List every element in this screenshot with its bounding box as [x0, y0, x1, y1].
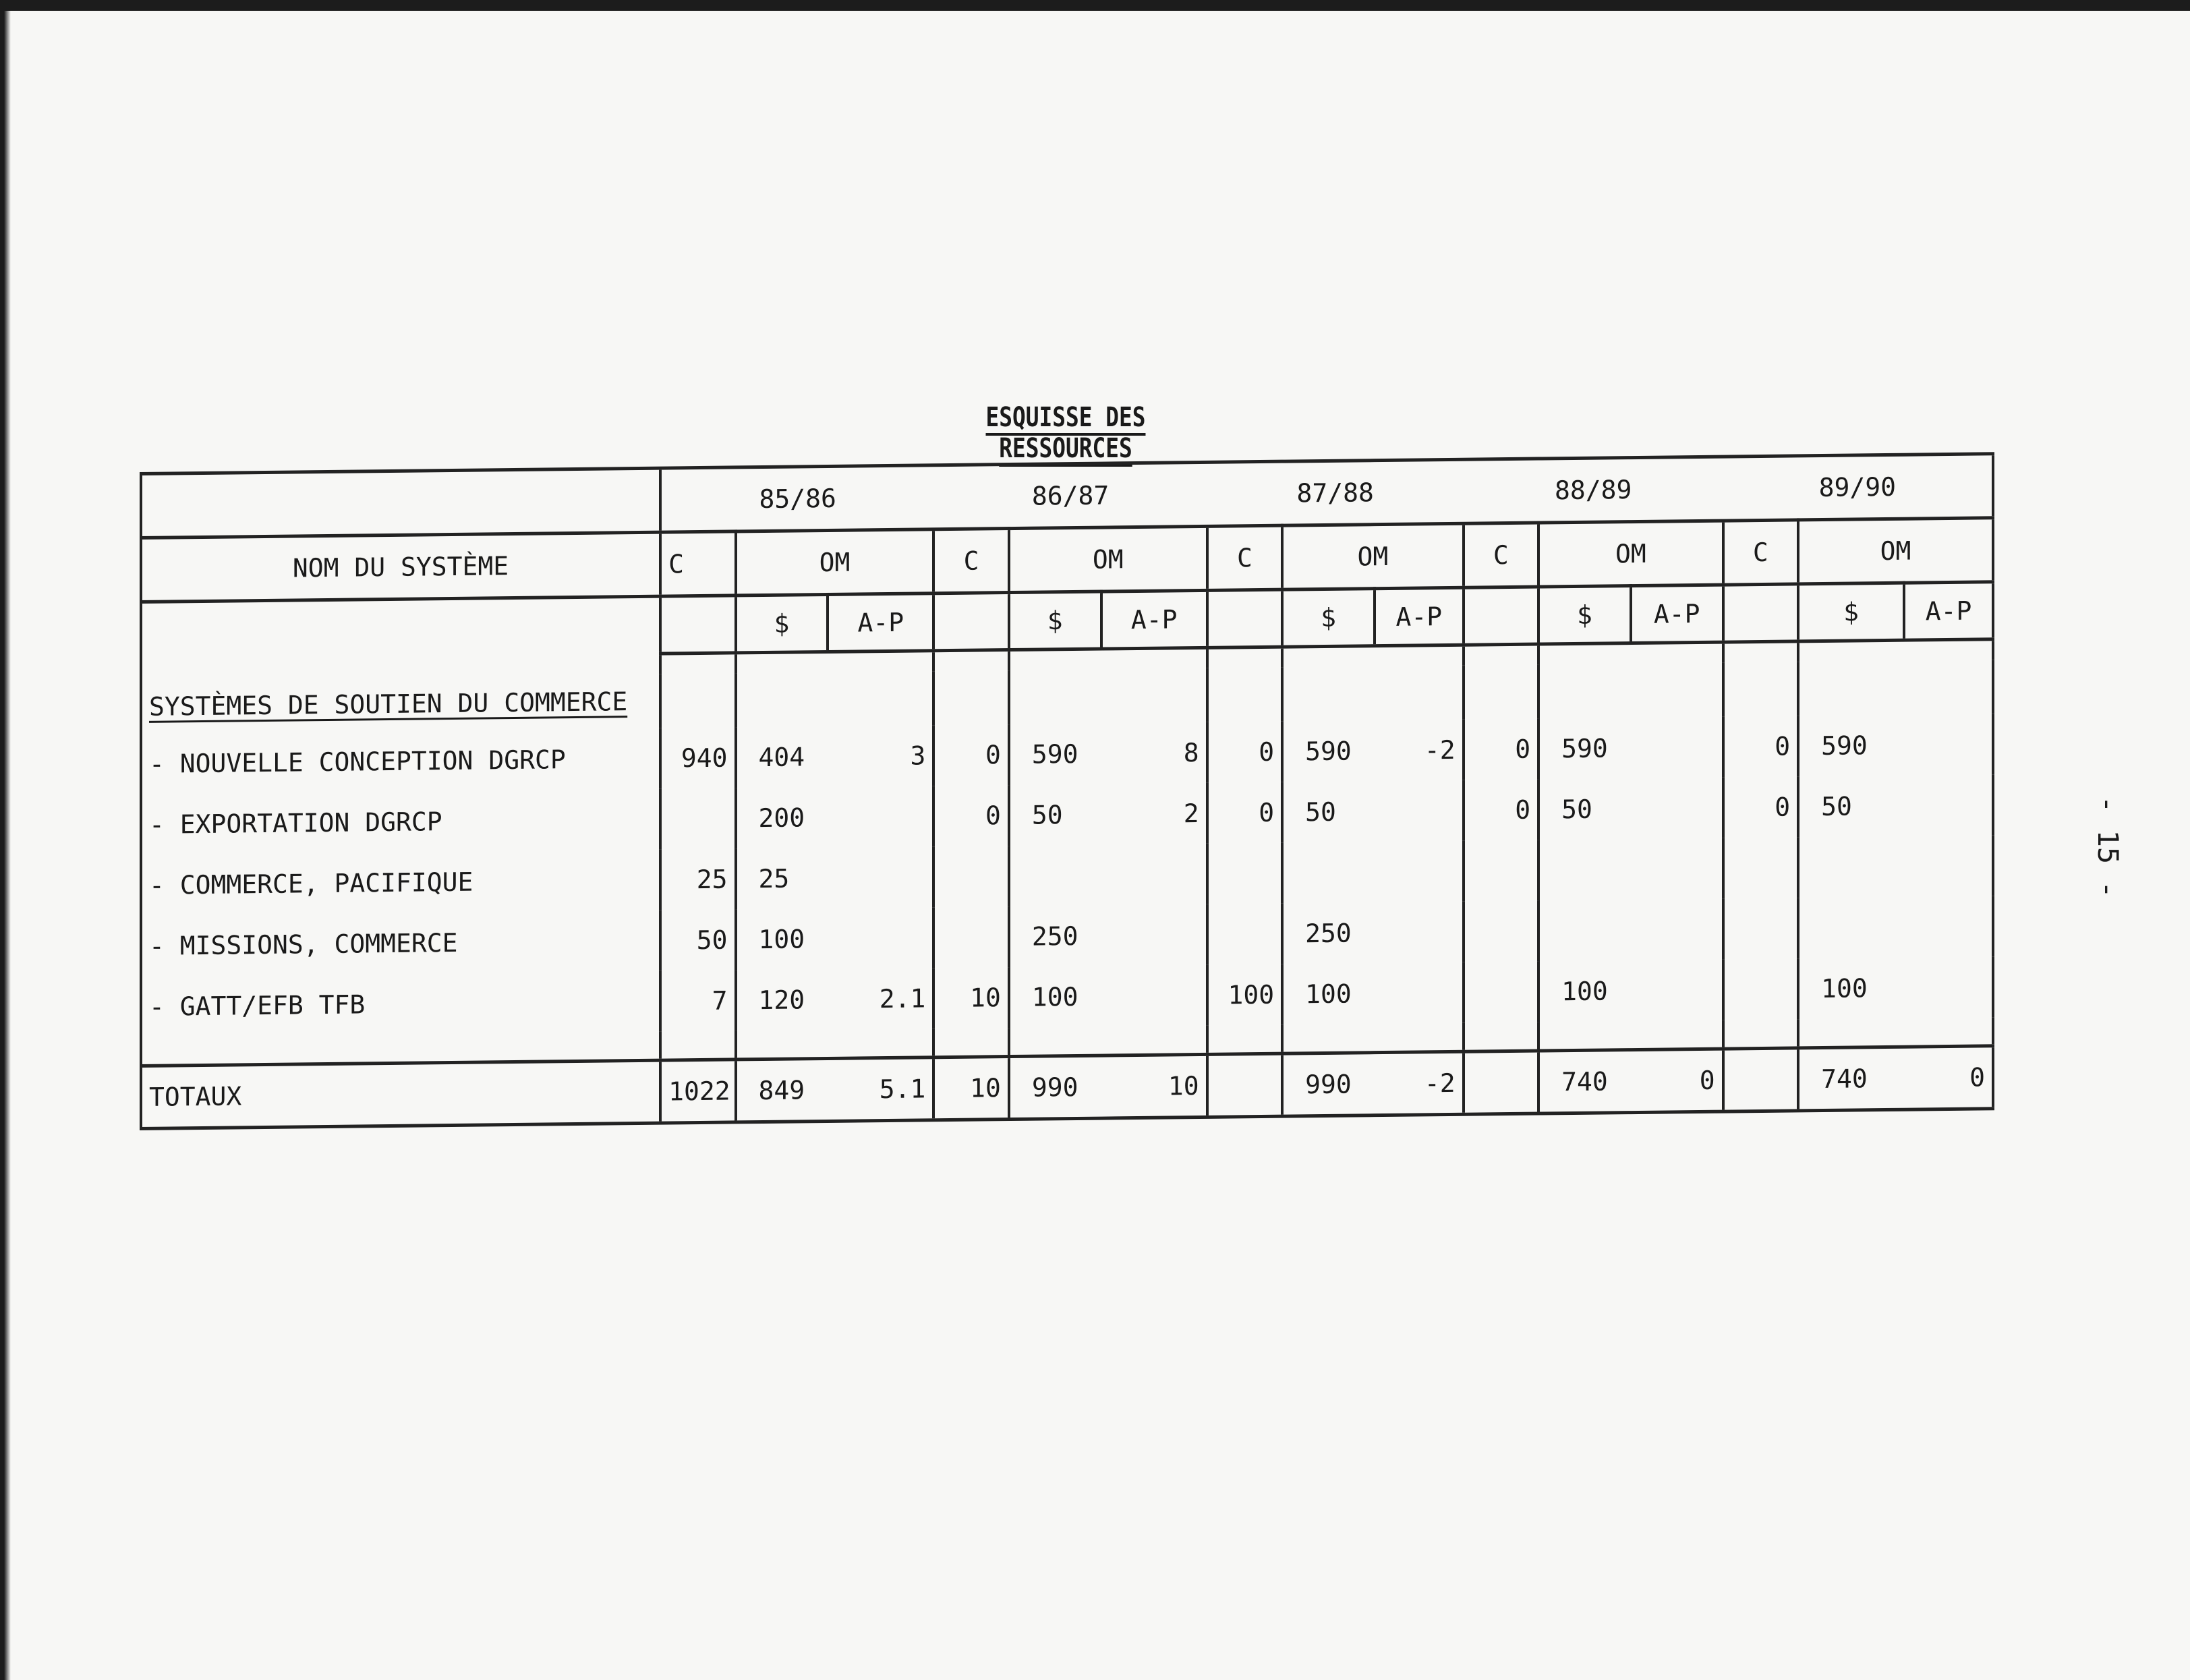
header-om-89-90: OM	[1798, 518, 1993, 584]
cell-c: 940	[660, 727, 735, 788]
cell-c: 25	[660, 848, 735, 910]
cell-ap	[1904, 956, 1993, 1018]
cell-ap	[828, 846, 933, 908]
cell-dollar: 200	[736, 787, 828, 848]
system-name-header: NOM DU SYSTÈME	[141, 532, 660, 602]
sub-header-dollar-89-90: $	[1798, 583, 1904, 641]
cell-c: 100	[1207, 964, 1282, 1026]
total-ap: 0	[1904, 1046, 1993, 1109]
cell-ap	[1904, 896, 1993, 957]
year-header-86-87: 86/87	[933, 462, 1207, 529]
total-ap: 0	[1631, 1049, 1723, 1112]
cell-c: 0	[1464, 780, 1538, 841]
cell-ap	[1101, 904, 1207, 966]
cell-dollar: 404	[736, 726, 828, 788]
cell-dollar: 100	[1798, 958, 1904, 1020]
cell-dollar: 590	[1798, 715, 1904, 777]
cell-dollar: 100	[1282, 963, 1375, 1024]
header-om-86-87: OM	[1009, 526, 1207, 592]
header-om-87-88: OM	[1282, 523, 1464, 589]
cell-ap	[1375, 902, 1464, 963]
header-om-88-89: OM	[1538, 521, 1723, 587]
cell-ap	[1101, 965, 1207, 1027]
cell-ap	[1904, 714, 1993, 775]
page-number: - 15 -	[2092, 796, 2125, 898]
cell-dollar: 590	[1538, 718, 1631, 779]
total-dollar: 740	[1538, 1050, 1631, 1113]
total-c: 1022	[660, 1060, 735, 1123]
total-dollar: 849	[736, 1058, 828, 1122]
row-label: - COMMERCE, PACIFIQUE	[141, 850, 660, 916]
cell-c	[1464, 962, 1538, 1023]
sub-header-c-blank-87-88	[1207, 589, 1282, 647]
total-c	[1723, 1048, 1798, 1111]
total-ap: 10	[1101, 1054, 1207, 1118]
cell-dollar: 100	[1538, 960, 1631, 1022]
total-ap: 5.1	[828, 1058, 933, 1122]
total-c: 10	[933, 1057, 1008, 1120]
sub-header-c-blank-89-90	[1723, 584, 1798, 642]
cell-dollar	[1538, 839, 1631, 900]
cell-dollar: 100	[1009, 966, 1101, 1028]
cell-ap: 3	[828, 725, 933, 787]
header-c-89-90: C	[1723, 520, 1798, 585]
header-c-87-88: C	[1207, 525, 1282, 590]
sub-header-ap-87-88: A-P	[1375, 587, 1464, 645]
cell-ap	[1904, 774, 1993, 836]
cell-ap	[1101, 844, 1207, 906]
cell-ap	[1375, 962, 1464, 1024]
cell-ap: 2.1	[828, 968, 933, 1030]
scan-edge-left	[0, 0, 11, 1680]
cell-ap	[1631, 960, 1723, 1021]
cell-dollar: 50	[1798, 776, 1904, 838]
resource-table	[140, 452, 1994, 1130]
cell-c: 0	[933, 785, 1008, 846]
cell-ap: -2	[1375, 720, 1464, 781]
sub-header-c-blank-85-86	[660, 596, 735, 654]
cell-c	[1723, 837, 1798, 898]
header-c-86-87: C	[933, 529, 1008, 593]
resource-table-wrapper	[140, 452, 1994, 1147]
header-c-88-89: C	[1464, 523, 1538, 587]
row-label: - EXPORTATION DGRCP	[141, 789, 660, 855]
row-label: - NOUVELLE CONCEPTION DGRCP	[141, 728, 660, 794]
cell-c: 0	[1723, 776, 1798, 838]
row-label: - GATT/EFB TFB	[141, 971, 660, 1037]
section-label: SYSTÈMES DE SOUTIEN DU COMMERCE	[149, 687, 628, 722]
cell-ap	[1375, 841, 1464, 902]
year-corner-cell	[141, 468, 660, 538]
cell-c	[1723, 958, 1798, 1020]
cell-ap	[1904, 835, 1993, 896]
cell-c	[1464, 840, 1538, 902]
cell-c: 0	[933, 724, 1008, 786]
section-label-cell	[141, 674, 660, 734]
sub-header-dollar-87-88: $	[1282, 589, 1375, 647]
sub-header-dollar-88-89: $	[1538, 586, 1631, 644]
total-c	[1207, 1053, 1282, 1117]
cell-dollar	[1538, 900, 1631, 961]
cell-ap	[828, 786, 933, 848]
cell-dollar	[1798, 836, 1904, 898]
cell-c	[933, 846, 1008, 907]
sub-header-ap-85-86: A-P	[828, 593, 933, 652]
cell-dollar: 25	[736, 848, 828, 909]
year-header-87-88: 87/88	[1207, 459, 1464, 526]
year-header-88-89: 88/89	[1464, 457, 1723, 523]
sub-header-c-blank-88-89	[1464, 587, 1538, 645]
sub-header-ap-89-90: A-P	[1904, 582, 1993, 640]
cell-dollar	[1282, 842, 1375, 903]
total-ap: -2	[1375, 1051, 1464, 1115]
cell-c: 10	[933, 967, 1008, 1029]
cell-c	[1723, 898, 1798, 959]
cell-c	[1207, 843, 1282, 904]
cell-ap: 2	[1101, 783, 1207, 845]
cell-dollar	[1798, 897, 1904, 959]
row-label: - MISSIONS, COMMERCE	[141, 910, 660, 977]
header-om-85-86: OM	[736, 529, 934, 596]
sub-header-ap-86-87: A-P	[1101, 590, 1207, 649]
cell-dollar: 590	[1282, 720, 1375, 782]
cell-ap	[1375, 780, 1464, 842]
sub-header-dollar-85-86: $	[736, 594, 828, 652]
cell-dollar: 100	[736, 908, 828, 970]
sub-header-c-blank-86-87	[933, 593, 1008, 651]
cell-c: 0	[1207, 782, 1282, 844]
cell-c: 0	[1723, 716, 1798, 777]
cell-dollar: 120	[736, 969, 828, 1031]
cell-dollar: 50	[1538, 778, 1631, 840]
year-header-85-86: 85/86	[660, 465, 933, 532]
cell-c	[660, 788, 735, 849]
cell-c	[1464, 901, 1538, 962]
cell-ap	[828, 907, 933, 969]
cell-dollar	[1009, 845, 1101, 906]
total-dollar: 740	[1798, 1047, 1904, 1111]
sub-header-blank	[141, 596, 660, 659]
cell-c: 50	[660, 909, 735, 971]
cell-dollar: 250	[1009, 906, 1101, 967]
sub-header-dollar-86-87: $	[1009, 591, 1101, 649]
cell-ap	[1631, 717, 1723, 778]
cell-c: 7	[660, 970, 735, 1031]
cell-c	[933, 906, 1008, 968]
cell-c: 0	[1464, 719, 1538, 780]
cell-ap	[1631, 838, 1723, 900]
document-title: ESQUISSE DES RESSOURCES	[985, 402, 1146, 464]
cell-dollar: 250	[1282, 902, 1375, 964]
total-dollar: 990	[1009, 1055, 1101, 1119]
cell-c	[1207, 904, 1282, 965]
totals-label: TOTAUX	[141, 1060, 660, 1128]
header-c-85-86: C	[660, 531, 735, 596]
cell-dollar: 50	[1282, 781, 1375, 842]
cell-c: 0	[1207, 722, 1282, 783]
total-c	[1464, 1051, 1538, 1114]
total-dollar: 990	[1282, 1053, 1375, 1116]
cell-ap	[1631, 778, 1723, 839]
cell-dollar: 590	[1009, 724, 1101, 785]
cell-ap	[1631, 899, 1723, 960]
cell-dollar: 50	[1009, 784, 1101, 846]
scan-edge-top	[0, 0, 2190, 11]
year-header-89-90: 89/90	[1723, 454, 1993, 521]
sub-header-ap-88-89: A-P	[1631, 585, 1723, 643]
cell-ap: 8	[1101, 722, 1207, 784]
